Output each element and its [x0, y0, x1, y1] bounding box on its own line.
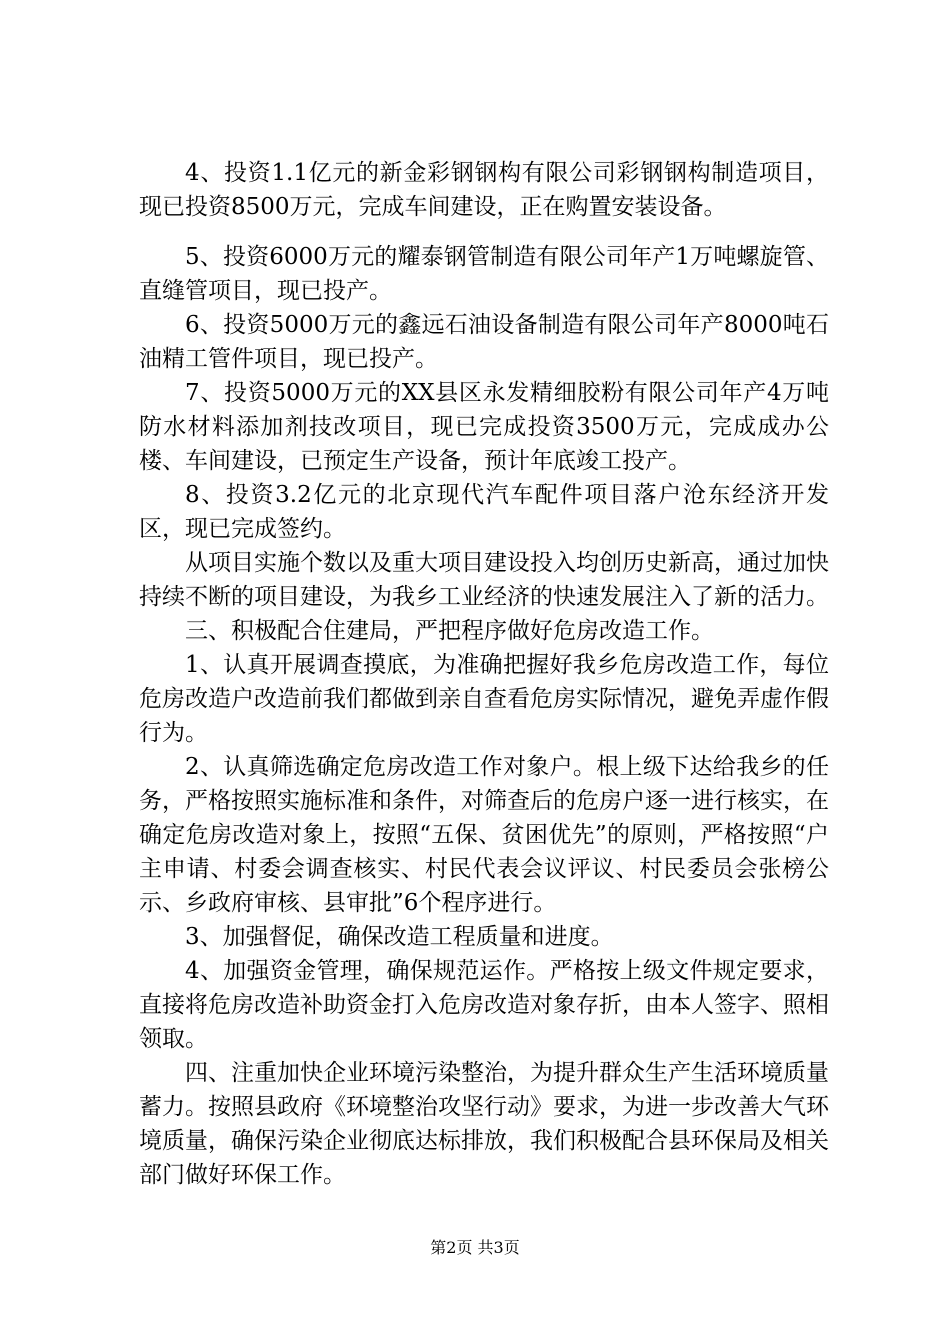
paragraph-housing-3: 3、加强督促，确保改造工程质量和进度。	[185, 924, 614, 950]
section-heading-housing: 三、积极配合住建局，严把程序做好危房改造工作。	[185, 618, 714, 644]
section-heading-environment: 四、注重加快企业环境污染整治，为提升群众生产生活环境质量蓄力。按照县政府《环境整治攻坚行动》要求，为进一步改善大气环境质量，确保污染企业彻底达标排放，我们积极配合县环保局及相关部门做好环保工作。	[139, 1060, 829, 1188]
paragraph-housing-2: 2、认真筛选确定危房改造工作对象户。根上级下达给我乡的任务，严格按照实施标准和条件，对筛查后的危房户逐一进行核实，在确定危房改造对象上，按照“五保、贫困优先”的原则，严格按照“户主申请、村委会调查核实、村民代表会议评议、村民委员会张榜公示、乡政府审核、县审批”6个程序进行。	[139, 754, 829, 916]
paragraph-project-7: 7、投资5000万元的XX县区永发精细胶粉有限公司年产4万吨防水材料添加剂技改项目，现已完成投资3500万元，完成成办公楼、车间建设，已预定生产设备，预计年底竣工投产。	[139, 380, 829, 474]
paragraph-project-4: 4、投资1.1亿元的新金彩钢钢构有限公司彩钢钢构制造项目，现已投资8500万元，完成车间建设，正在购置安装设备。	[139, 160, 829, 220]
paragraph-project-5: 5、投资6000万元的耀泰钢管制造有限公司年产1万吨螺旋管、直缝管项目，现已投产。	[139, 244, 829, 304]
page-number-footer: 第2页 共3页	[430, 1238, 520, 1257]
paragraph-project-summary: 从项目实施个数以及重大项目建设投入均创历史新高，通过加快持续不断的项目建设，为我乡工业经济的快速发展注入了新的活力。	[139, 550, 829, 610]
paragraph-housing-4: 4、加强资金管理，确保规范运作。严格按上级文件规定要求，直接将危房改造补助资金打入危房改造对象存折，由本人签字、照相领取。	[139, 958, 829, 1052]
paragraph-project-6: 6、投资5000万元的鑫远石油设备制造有限公司年产8000吨石油精工管件项目，现已投产。	[139, 312, 829, 372]
paragraph-housing-1: 1、认真开展调查摸底，为准确把握好我乡危房改造工作，每位危房改造户改造前我们都做到亲自查看危房实际情况，避免弄虚作假行为。	[139, 652, 829, 746]
paragraph-project-8: 8、投资3.2亿元的北京现代汽车配件项目落户沧东经济开发区，现已完成签约。	[139, 482, 829, 542]
document-body	[139, 156, 829, 1192]
